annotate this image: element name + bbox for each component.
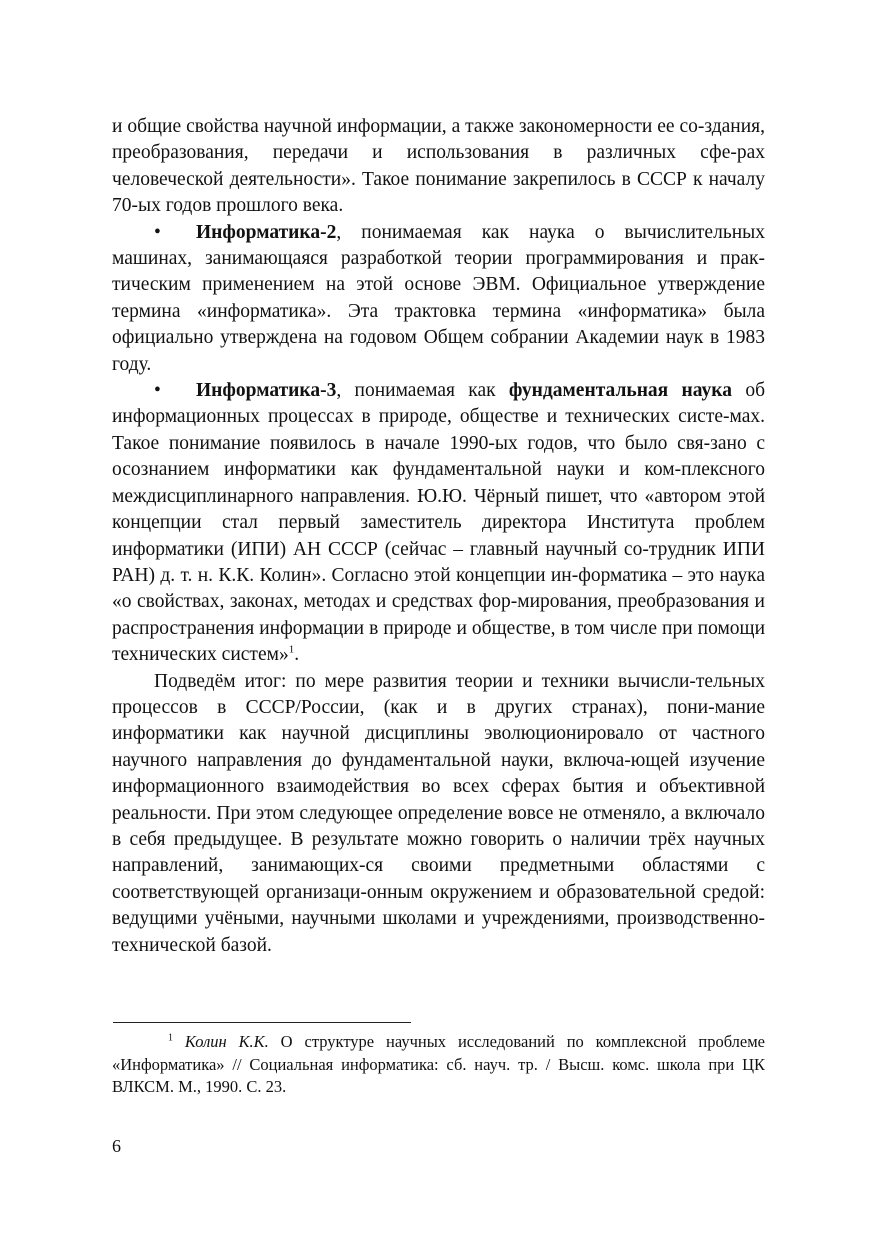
bullet-informatics-3 xyxy=(112,378,765,668)
term-informatics-2: Информатика-2 xyxy=(196,221,337,243)
page-number: 6 xyxy=(112,1136,121,1156)
term-informatics-3: Информатика-3 xyxy=(196,380,337,402)
bullet-2-text: , понимаемая как наука о вычислительных машинах, занимающаяся разработкой теории программирования и прак-тическим применением на этой основе ЭВМ. Официальное утверждение термина «информатика». Эта трактовка термина «информатика» была официально утверждена на годовом Общем собрании Академии наук в 1983 году. xyxy=(112,221,765,375)
term-fundamental-science: фундаментальная наука xyxy=(508,380,732,402)
bullet-3-end: . xyxy=(294,644,300,666)
footnote xyxy=(112,1031,765,1099)
footnote-divider xyxy=(113,1022,411,1023)
bullet-icon: • xyxy=(154,380,161,402)
bullet-3-text: об информационных процессах в природе, обществе и технических систе-мах. Такое понимание появилось в начале 1990-ых годов, что было свя-зано с осознанием информатики как фундаментальной науки и ком-плексного междисциплинарного направления. Ю.Ю. Чёрный пишет, что «автором этой концепции стал первый заместитель директора Института проблем информатики (ИПИ) АН СССР (сейчас – главный научный со-трудник ИПИ РАН) д. т. н. К.К. Колин». Согласно этой концепции ин-форматика – это наука «о свойствах, законах, методах и средствах фор-мирования, преобразования и распространения информации в природе и обществе, в том числе при помощи технических систем» xyxy=(112,380,765,666)
footnote-text: О структуре научных исследований по комплексной проблеме «Информатика» // Социальная информатика: сб. науч. тр. / Высш. комс. школа при ЦК ВЛКСМ. М., 1990. С. 23. xyxy=(112,1032,766,1096)
bullet-icon: • xyxy=(154,221,161,243)
body-text xyxy=(112,114,765,959)
footnote-reference[interactable]: 1 xyxy=(288,643,295,656)
footnote-number: 1 xyxy=(168,1032,173,1044)
footnote-author: Колин К.К. xyxy=(184,1032,269,1051)
paragraph-summary: Подведём итог: по мере развития теории и техники вычисли-тельных процессов в СССР/России, (как и в других странах), пони-мание информатики как научной дисциплины эволюционировало от частного научного направления до фундаментальной науки, включа-ющей изучение информационного взаимодействия во всех сферах бытия и объективной реальности. При этом следующее определение вовсе не отменяло, а включало в себя предыдущее. В результате можно говорить о наличии трёх научных направлений, занимающих-ся своими предметными областями с соответствующей организаци-онным окружением и образовательной средой: ведущими учёными, научными школами и учреждениями, производственно-технической базой. xyxy=(112,670,765,956)
bullet-3-mid: , понимаемая как xyxy=(336,380,509,402)
bullet-informatics-2 xyxy=(112,220,765,378)
paragraph-continuation: и общие свойства научной информации, а также закономерности ее со-здания, преобразования, передачи и использования в различных сфе-рах человеческой деятельности». Такое понимание закрепилось в СССР к началу 70-ых годов прошлого века. xyxy=(112,116,765,217)
